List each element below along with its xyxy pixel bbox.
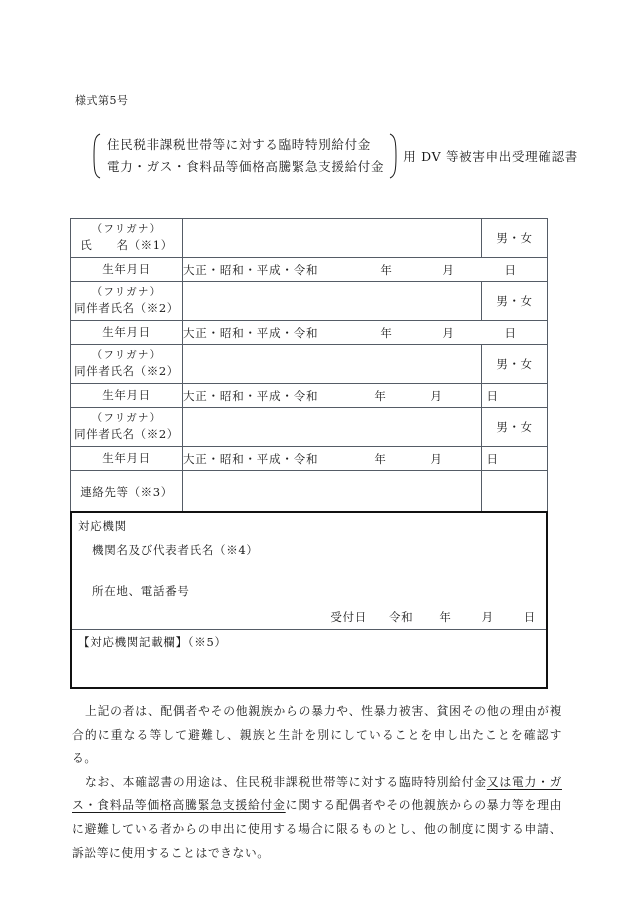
year-unit-1: 年 (380, 262, 393, 277)
table-row-birthdate-4 (71, 447, 548, 471)
receipt-era: 令和 (388, 610, 414, 624)
receipt-year-unit: 年 (439, 610, 452, 624)
confirmation-statement (72, 700, 562, 865)
era-options-2[interactable]: 大正・昭和・平成・令和 (183, 325, 319, 340)
year-unit-2: 年 (380, 325, 393, 340)
input-birthdate-2[interactable] (183, 321, 548, 345)
era-options-3[interactable]: 大正・昭和・平成・令和 (183, 388, 319, 403)
name-label-2: 同伴者氏名（※2） (74, 301, 179, 316)
table-row-birthdate-1 (71, 258, 548, 282)
input-birthdate-1[interactable] (183, 258, 548, 282)
form-number: 様式第5号 (75, 94, 129, 107)
era-options-1[interactable]: 大正・昭和・平成・令和 (183, 262, 319, 277)
day-unit-4: 日 (486, 451, 499, 466)
input-contact[interactable] (183, 471, 482, 514)
title-line-1: 住民税非課税世帯等に対する臨時特別給付金 (107, 137, 372, 153)
label-companion-name-3 (71, 345, 183, 384)
month-unit-1: 月 (442, 262, 455, 277)
agency-address-phone-label[interactable]: 所在地、電話番号 (92, 584, 190, 598)
agency-remarks-heading: 【対応機関記載欄】（※5） (78, 635, 227, 649)
table-row-birthdate-3 (71, 384, 548, 408)
applicant-form-table (70, 218, 548, 514)
table-row-contact (71, 471, 548, 514)
day-unit-2: 日 (504, 325, 517, 340)
input-birthdate-4[interactable] (183, 447, 499, 471)
table-row-birthdate-2 (71, 321, 548, 345)
label-contact: 連絡先等（※3） (71, 471, 183, 514)
statement-p2-part1: なお、本確認書の用途は、住民税非課税世帯等に対する臨時特別給付金 (85, 774, 487, 789)
title-suffix: 用 DV 等被害申出受理確認書 (403, 149, 578, 164)
label-companion-name-2 (71, 282, 183, 321)
label-birthdate-1: 生年月日 (71, 258, 183, 282)
kana-label-1: （フリガナ） (91, 222, 162, 235)
day-unit-3: 日 (486, 388, 499, 403)
kana-label-4: （フリガナ） (91, 411, 162, 424)
agency-details (72, 513, 546, 630)
receipt-date-label: 受付日 (330, 610, 367, 624)
statement-p2-underlined: 又は電力・ガス・食料品等価格高騰緊急支援給付金 (72, 774, 562, 813)
sex-option-4[interactable]: 男・女 (482, 408, 548, 447)
label-birthdate-4: 生年月日 (71, 447, 183, 471)
statement-paragraph-1: 上記の者は、配偶者やその他親族からの暴力や、性暴力被害、貧困その他の理由が複合的に重なる等して避難し、親族と生計を別にしていることを申し出たことを確認する。 (72, 704, 562, 766)
label-birthdate-3: 生年月日 (71, 384, 183, 408)
input-companion-name-4[interactable] (183, 408, 482, 447)
input-companion-name-3[interactable] (183, 345, 482, 384)
spacer-cell-contact (482, 471, 548, 514)
input-birthdate-3[interactable] (183, 384, 499, 408)
agency-section (70, 511, 548, 689)
month-unit-2: 月 (442, 325, 455, 340)
agency-remarks-area[interactable] (72, 630, 546, 687)
era-options-4[interactable]: 大正・昭和・平成・令和 (183, 451, 319, 466)
year-unit-4: 年 (374, 451, 387, 466)
kana-label-2: （フリガナ） (91, 285, 162, 298)
title-lines (101, 136, 389, 176)
receipt-date-row[interactable] (330, 609, 536, 625)
label-applicant-name (71, 219, 183, 258)
name-label-1: 氏 名（※1） (80, 238, 173, 253)
name-label-3: 同伴者氏名（※2） (74, 364, 179, 379)
statement-p2-part2: に関する配偶者やその他親族からの暴力等を理由に避難している者からの申出に使用する場合に限るものとし、他の制度に関する申請、訴訟等に使用することはできない。 (72, 798, 562, 860)
table-row-name-3 (71, 345, 548, 384)
receipt-day-unit: 日 (523, 610, 536, 624)
input-applicant-name[interactable] (183, 219, 482, 258)
table-row-name-2 (71, 282, 548, 321)
statement-paragraph-2 (72, 771, 562, 865)
sex-option-2[interactable]: 男・女 (482, 282, 548, 321)
name-label-4: 同伴者氏名（※2） (74, 427, 179, 442)
input-companion-name-2[interactable] (183, 282, 482, 321)
kana-label-3: （フリガナ） (91, 348, 162, 361)
agency-name-rep-label[interactable]: 機関名及び代表者氏名（※4） (92, 543, 259, 557)
left-bracket-icon (92, 133, 101, 179)
table-row-name-4 (71, 408, 548, 447)
document-title-block (92, 133, 578, 179)
table-row-name-1 (71, 219, 548, 258)
label-birthdate-2: 生年月日 (71, 321, 183, 345)
sex-option-3[interactable]: 男・女 (482, 345, 548, 384)
label-companion-name-4 (71, 408, 183, 447)
agency-heading: 対応機関 (78, 519, 127, 533)
month-unit-3: 月 (430, 388, 443, 403)
right-bracket-icon (389, 133, 398, 179)
sex-option-1[interactable]: 男・女 (482, 219, 548, 258)
receipt-month-unit: 月 (481, 610, 494, 624)
title-line-2: 電力・ガス・食料品等価格高騰緊急支援給付金 (107, 158, 385, 174)
day-unit-1: 日 (504, 262, 517, 277)
year-unit-3: 年 (374, 388, 387, 403)
month-unit-4: 月 (430, 451, 443, 466)
